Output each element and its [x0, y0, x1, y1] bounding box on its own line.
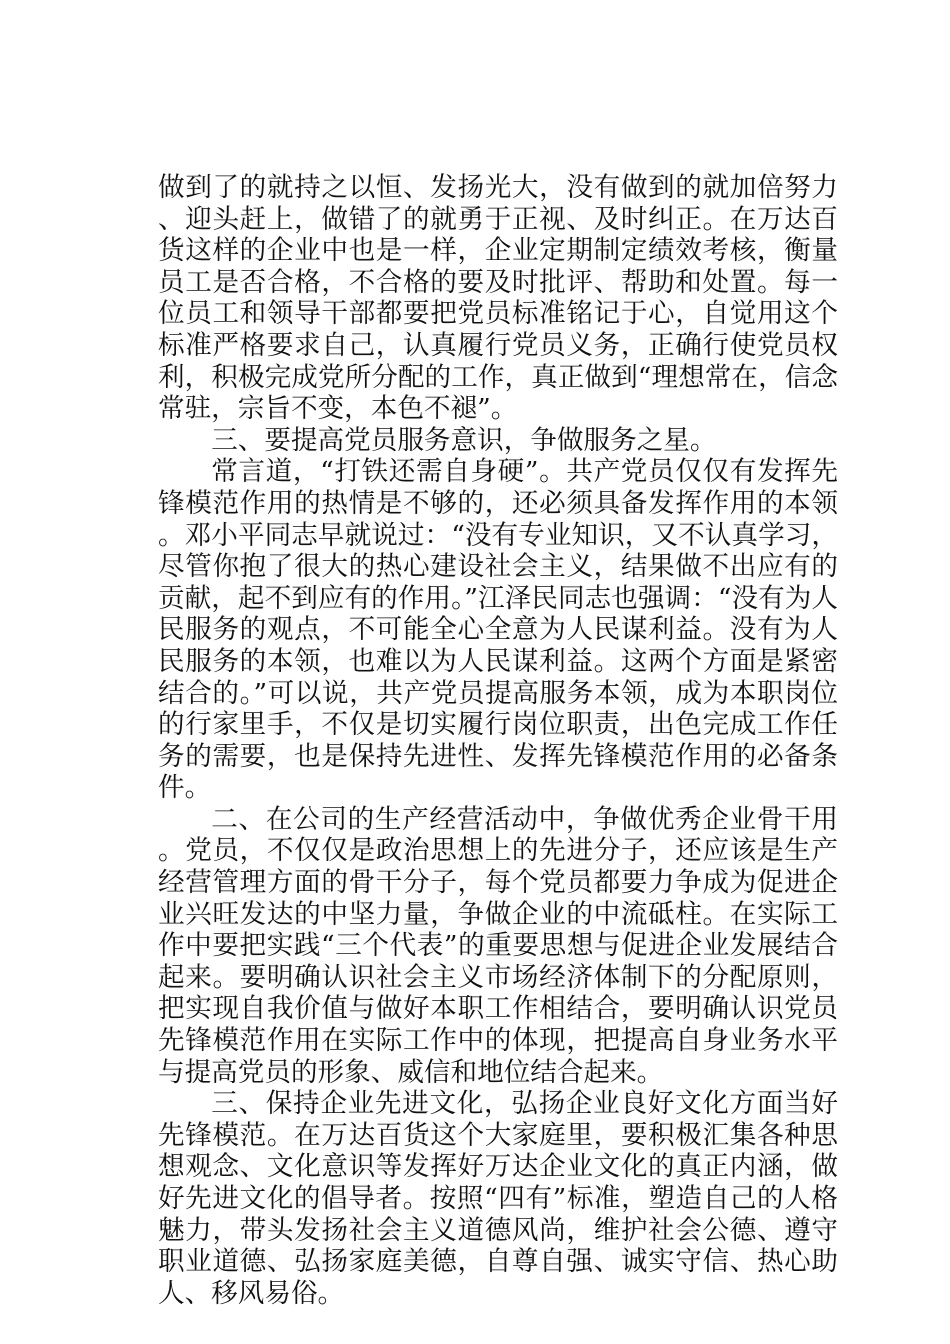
paragraph-corporate-culture: 三、保持企业先进文化，弘扬企业良好文化方面当好先锋模范。在万达百货这个大家庭里，要积极汇集各种思想观念、文化意识等发挥好万达企业文化的真正内涵，做好先进文化的倡导者。按照“四有”标准，塑造自己的人格魅力，带头发扬社会主义道德风尚，维护社会公德、遵守职业道德、弘扬家庭美德，自尊自强、诚实守信、热心助人、移风易俗。 [158, 1088, 838, 1309]
section-heading-service-awareness: 三、要提高党员服务意识，争做服务之星。 [211, 424, 717, 456]
paragraph-service-ability: 常言道，“打铁还需自身硬”。共产党员仅仅有发挥先锋模范作用的热情是不够的，还必须具备发挥作用的本领。邓小平同志早就说过：“没有专业知识，又不认真学习，尽管你抱了很大的热心建设社会主义，结果做不出应有的贡献，起不到应有的作用。”江泽民同志也强调：“没有为人民服务的观点，不可能全心全意为人民谋利益。没有为人民服务的本领，也难以为人民谋利益。这两个方面是紧密结合的。”可以说，共产党员提高服务本领，成为本职岗位的行家里手，不仅是切实履行岗位职责，出色完成工作任务的需要，也是保持先进性、发挥先锋模范作用的必备条件。 [158, 456, 838, 804]
paragraph-production-backbone: 二、在公司的生产经营活动中，争做优秀企业骨干用。党员，不仅仅是政治思想上的先进分子，还应该是生产经营管理方面的骨干分子，每个党员都要力争成为促进企业兴旺发达的中坚力量，争做企业的中流砥柱。在实际工作中要把实践“三个代表”的重要思想与促进企业发展结合起来。要明确认识社会主义市场经济体制下的分配原则，把实现自我价值与做好本职工作相结合，要明确认识党员先锋模范作用在实际工作中的体现，把提高自身业务水平与提高党员的形象、威信和地位结合起来。 [158, 803, 838, 1088]
paragraph-continuation: 做到了的就持之以恒、发扬光大，没有做到的就加倍努力、迎头赶上，做错了的就勇于正视、及时纠正。在万达百货这样的企业中也是一样，企业定期制定绩效考核，衡量员工是否合格，不合格的要及时批评、帮助和处置。每一位员工和领导干部都要把党员标准铭记于心，自觉用这个标准严格要求自己，认真履行党员义务，正确行使党员权利，积极完成党所分配的工作，真正做到“理想常在，信念常驻，宗旨不变，本色不褪”。 [158, 172, 838, 425]
document-body [158, 172, 838, 1309]
